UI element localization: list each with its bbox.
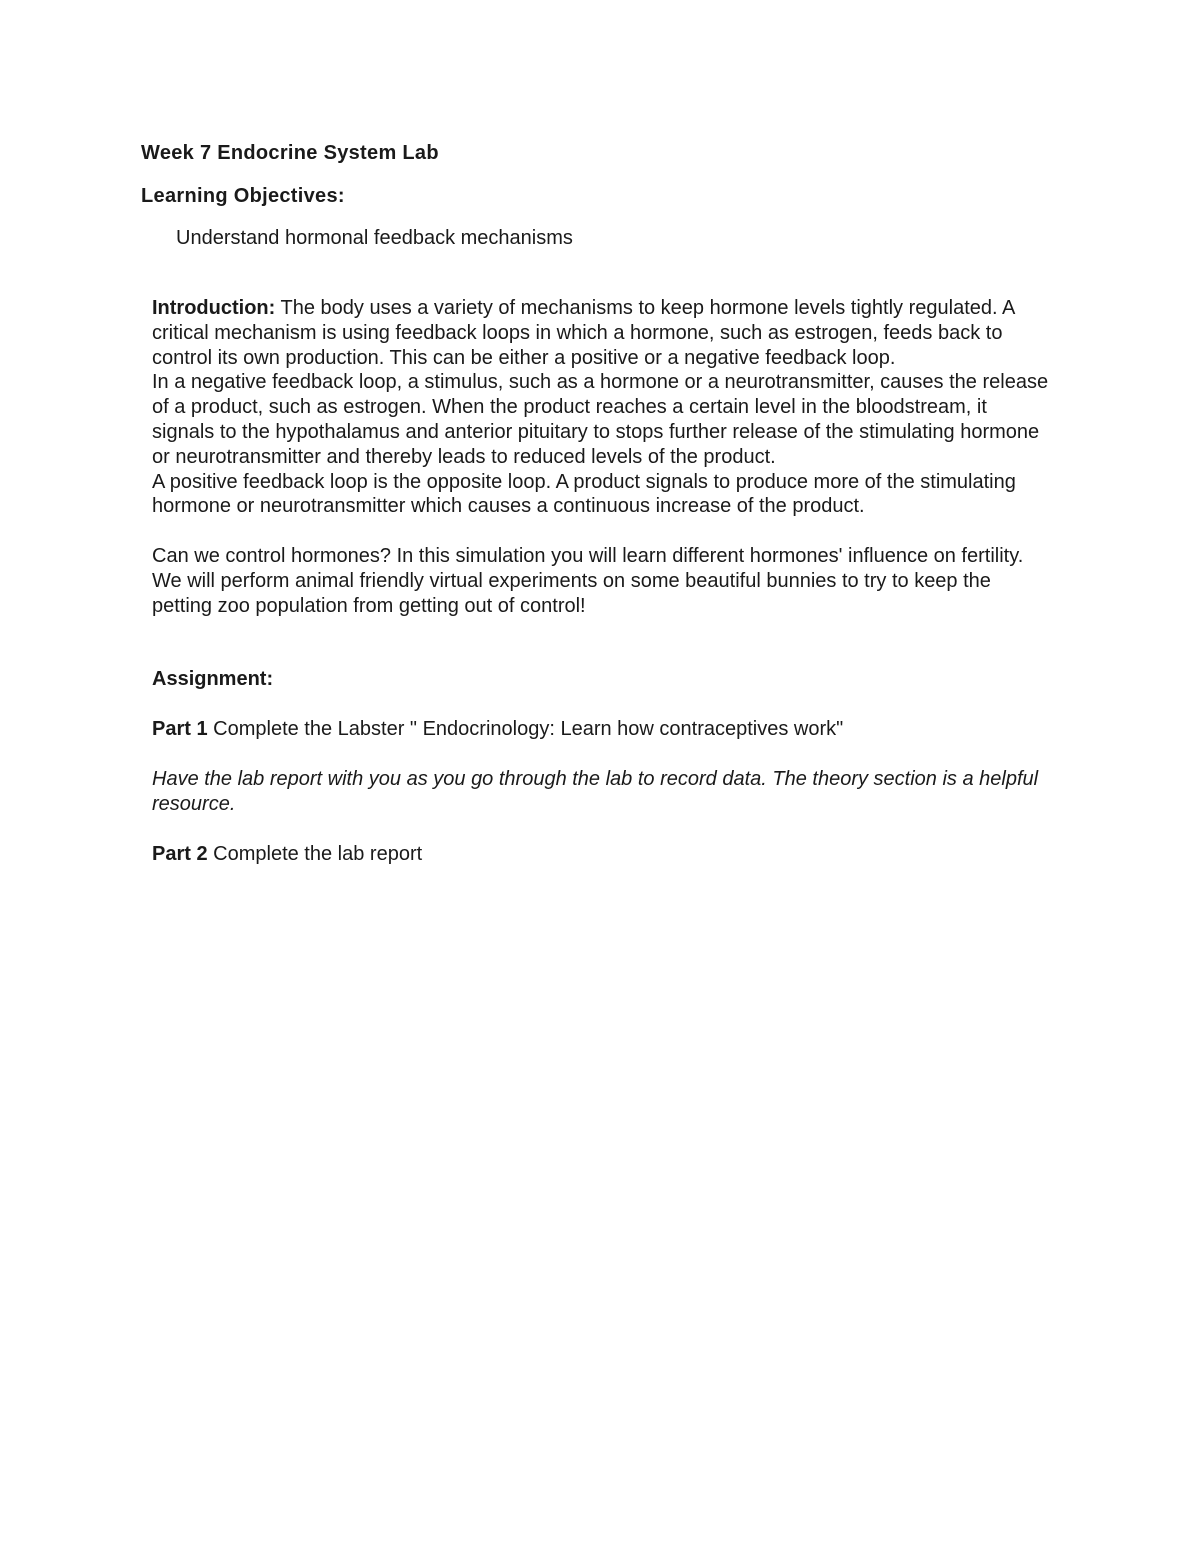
part-2-paragraph bbox=[152, 842, 1052, 867]
positive-feedback-paragraph: A positive feedback loop is the opposite loop. A product signals to produce more of the stimulating hormone or neurotransmitter which causes a continuous increase of the product. bbox=[152, 470, 1016, 518]
negative-feedback-paragraph: In a negative feedback loop, a stimulus, such as a hormone or a neurotransmitter, causes the release of a product, such as estrogen. When the product reaches a certain level in the bloodstream, it signals to the hypothalamus and anterior pituitary to stops further release of the stimulating hormone or neurotransmitter and thereby leads to reduced levels of the product. bbox=[152, 371, 1049, 468]
learning-objective-item: Understand hormonal feedback mechanisms bbox=[176, 227, 573, 249]
assignment-heading: Assignment: bbox=[152, 668, 274, 691]
part-1-label: Part 1 bbox=[152, 718, 208, 741]
introduction-paragraph bbox=[152, 296, 1052, 370]
part-2-text: Complete the lab report bbox=[207, 842, 423, 865]
spacer bbox=[152, 742, 1052, 767]
spacer bbox=[152, 519, 1052, 544]
document-body bbox=[152, 296, 1052, 866]
spacer bbox=[152, 692, 1052, 717]
learning-objectives-heading: Learning Objectives: bbox=[141, 185, 345, 207]
introduction-label: Introduction: bbox=[152, 297, 276, 319]
introduction-text: The body uses a variety of mechanisms to keep hormone levels tightly regulated. A critical mechanism is using feedback loops in which a hormone, such as estrogen, feeds back to control its own production. This can be either a positive or a negative feedback loop. bbox=[152, 297, 1015, 369]
lab-report-note: Have the lab report with you as you go through the lab to record data. The theory section is a helpful resource. bbox=[152, 767, 1039, 815]
document-title: Week 7 Endocrine System Lab bbox=[141, 142, 439, 164]
part-1-paragraph bbox=[152, 717, 1052, 742]
spacer bbox=[152, 618, 1052, 667]
simulation-paragraph: Can we control hormones? In this simulation you will learn different hormones' influence on fertility. We will perform animal friendly virtual experiments on some beautiful bunnies to try to keep the petting zoo population from getting out of control! bbox=[152, 544, 1024, 617]
part-1-text: Complete the Labster " Endocrinology: Learn how contraceptives work" bbox=[207, 718, 844, 741]
spacer bbox=[152, 817, 1052, 842]
part-2-label: Part 2 bbox=[152, 842, 208, 865]
